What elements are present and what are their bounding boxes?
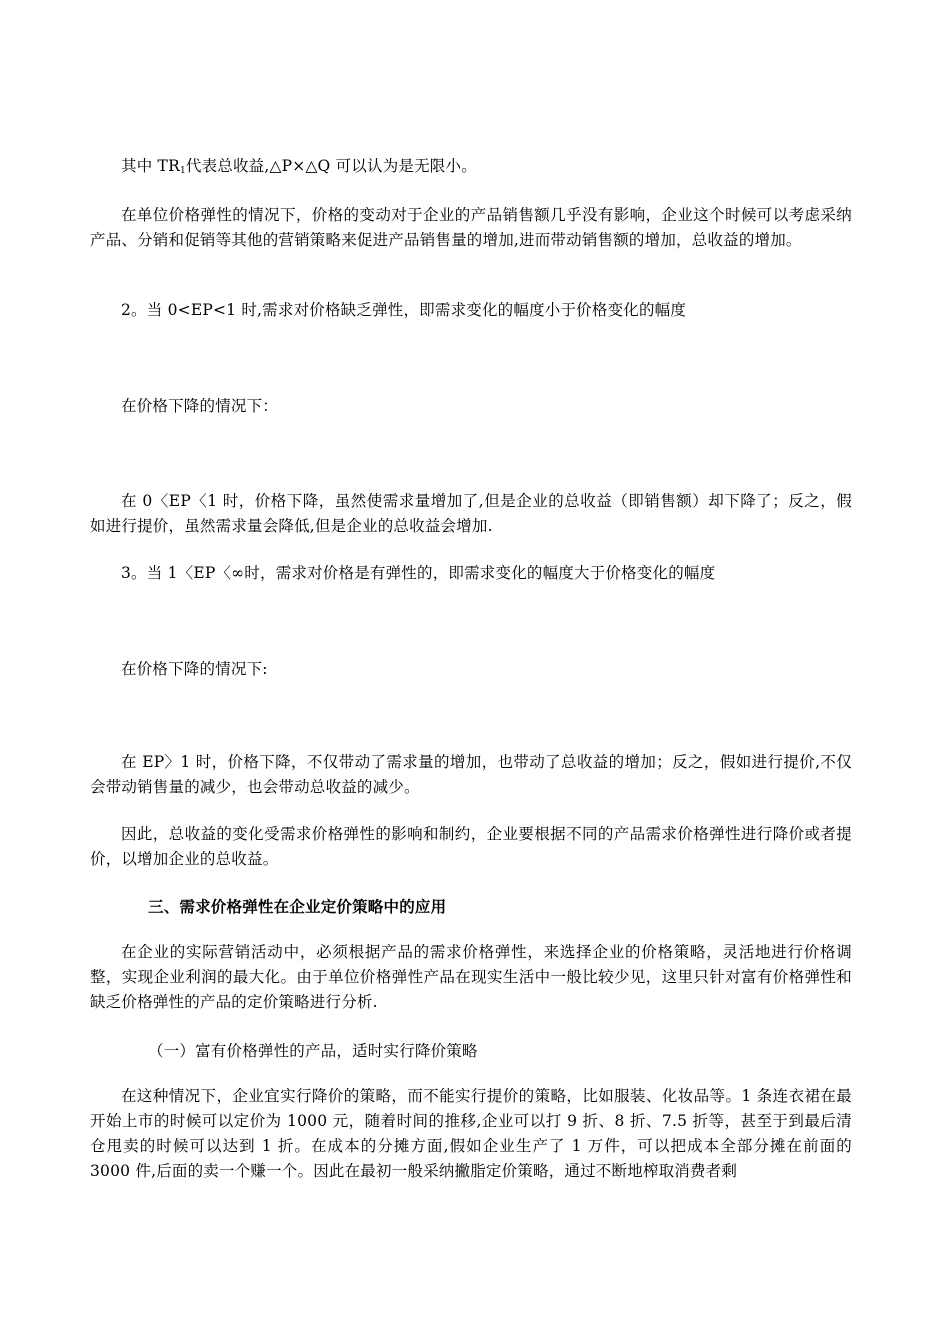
paragraph-price-drop-2: 在价格下降的情况下: bbox=[121, 660, 268, 678]
paragraph-elastic-effect: 在 EP〉1 时，价格下降，不仅带动了需求量的增加，也带动了总收益的增加；反之，假如进行提价,不仅会带动销售量的减少，也会带动总收益的减少。 bbox=[90, 753, 852, 796]
subscript: 1 bbox=[179, 166, 186, 176]
paragraph-inelastic-effect: 在 0〈EP〈1 时，价格下降，虽然使需求量增加了,但是企业的总收益（即销售额）却下降了；反之，假如进行提价，虽然需求量会降低,但是企业的总收益会增加. bbox=[90, 492, 852, 535]
paragraph-pricing-application: 在企业的实际营销活动中，必须根据产品的需求价格弹性，来选择企业的价格策略，灵活地进行价格调整，实现企业利润的最大化。由于单位价格弹性产品在现实生活中一般比较少见，这里只针对富有价格弹性和缺乏价格弹性的产品的定价策略进行分析. bbox=[90, 943, 852, 1011]
paragraph-price-drop-1: 在价格下降的情况下： bbox=[121, 397, 279, 415]
paragraph-price-cut-strategy: 在这种情况下，企业宜实行降价的策略，而不能实行提价的策略，比如服装、化妆品等。1 条连衣裙在最开始上市的时候可以定价为 1000 元，随着时间的推移,企业可以打 9 折、8 折、7.5 折等，甚至于到最后清仓甩卖的时候可以达到 1 折。在成本的分摊方面,假如企业生产了 1 万件，可以把成本全部分摊在前面的 3000 件,后面的卖一个赚一个。因此在最初一般采纳撇脂定价策略，通过不断地榨取消费者剩 bbox=[90, 1087, 852, 1180]
paragraph-inelastic-heading: 2。当 0<EP<1 时,需求对价格缺乏弹性，即需求变化的幅度小于价格变化的幅度 bbox=[121, 301, 687, 319]
paragraph-tr1-definition bbox=[90, 154, 852, 184]
subsection-heading: （一）富有价格弹性的产品，适时实行降价策略 bbox=[148, 1042, 478, 1060]
section-heading: 三、需求价格弹性在企业定价策略中的应用 bbox=[148, 897, 447, 916]
paragraph-text: 其中 TR bbox=[121, 157, 180, 175]
paragraph-elastic-heading: 3。当 1〈EP〈∞时，需求对价格是有弹性的，即需求变化的幅度大于价格变化的幅度 bbox=[121, 564, 716, 582]
paragraph-unit-elasticity: 在单位价格弹性的情况下，价格的变动对于企业的产品销售额几乎没有影响，企业这个时候可以考虑采纳产品、分销和促销等其他的营销策略来促进产品销售量的增加,进而带动销售额的增加，总收益的增加。 bbox=[90, 206, 852, 249]
paragraph-conclusion: 因此，总收益的变化受需求价格弹性的影响和制约，企业要根据不同的产品需求价格弹性进行降价或者提价，以增加企业的总收益。 bbox=[90, 825, 852, 868]
paragraph-text: 代表总收益,△P×△Q 可以认为是无限小。 bbox=[185, 157, 477, 175]
